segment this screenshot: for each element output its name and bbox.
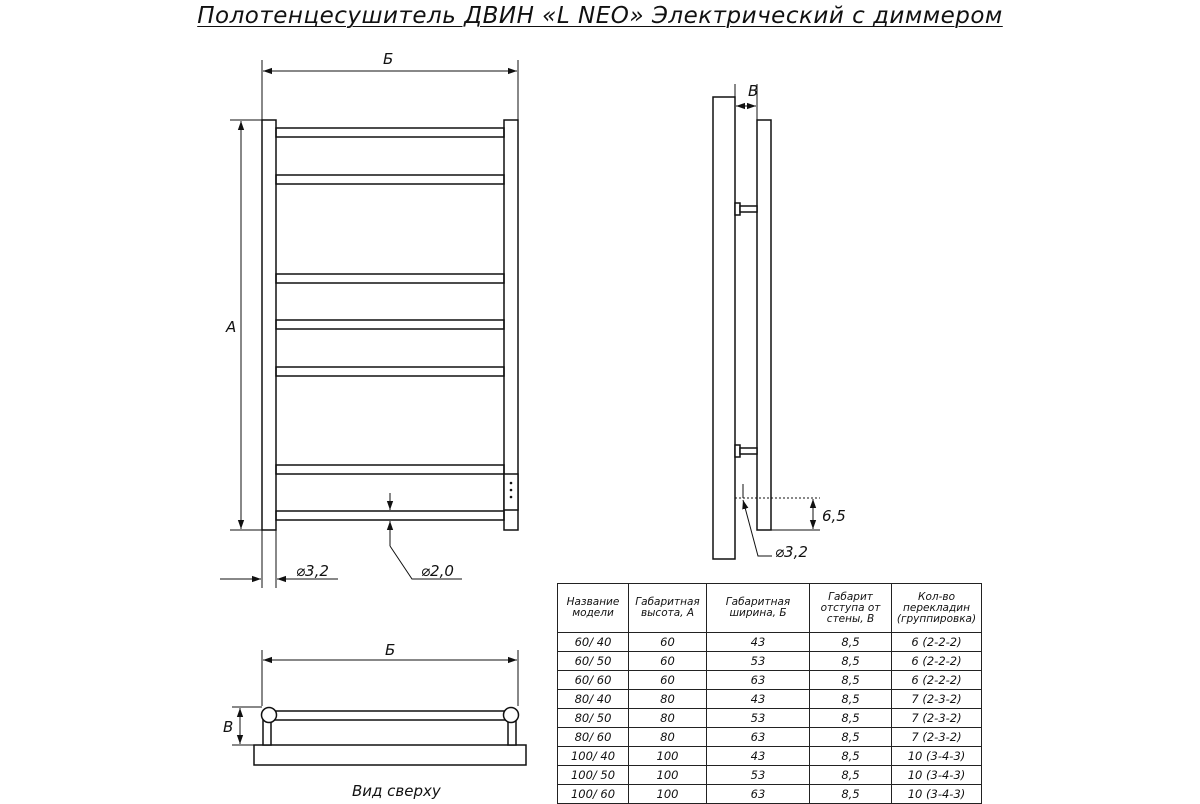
cell-offset: 8,5 — [810, 652, 892, 671]
spec-table-header-row — [558, 584, 982, 633]
rung — [276, 320, 504, 329]
cell-offset: 8,5 — [810, 747, 892, 766]
cell-height: 80 — [629, 709, 707, 728]
table-row — [558, 709, 982, 728]
rung — [276, 511, 504, 520]
cell-model: 60/ 50 — [558, 652, 629, 671]
cell-offset: 8,5 — [810, 671, 892, 690]
cell-rungs: 10 (3-4-3) — [892, 747, 982, 766]
cell-width: 53 — [707, 652, 810, 671]
cell-model: 100/ 60 — [558, 785, 629, 804]
cell-offset: 8,5 — [810, 766, 892, 785]
side-post — [757, 120, 771, 530]
rung — [276, 175, 504, 184]
cell-width: 53 — [707, 766, 810, 785]
top-view-rung — [270, 711, 510, 720]
cell-height: 80 — [629, 728, 707, 747]
header-width: Габаритная ширина, Б — [707, 584, 810, 633]
rung — [276, 465, 504, 474]
cell-width: 53 — [707, 709, 810, 728]
cell-height: 100 — [629, 785, 707, 804]
drawing-title: Полотенцесушитель ДВИН «L NEO» Электрический с диммером — [197, 3, 1003, 29]
table-row — [558, 652, 982, 671]
top-view-caption: Вид сверху — [352, 782, 441, 800]
cell-offset: 8,5 — [810, 728, 892, 747]
cell-width: 43 — [707, 747, 810, 766]
front-view — [220, 60, 518, 588]
top-view-post — [504, 708, 519, 723]
table-row — [558, 747, 982, 766]
cell-rungs: 7 (2-3-2) — [892, 709, 982, 728]
cell-rungs: 7 (2-3-2) — [892, 690, 982, 709]
table-row — [558, 785, 982, 804]
dimmer-indicator-icon — [510, 496, 513, 499]
cell-height: 60 — [629, 633, 707, 652]
table-row — [558, 633, 982, 652]
cell-model: 80/ 40 — [558, 690, 629, 709]
cell-model: 60/ 60 — [558, 671, 629, 690]
width-label: Б — [383, 50, 394, 68]
cell-rungs: 6 (2-2-2) — [892, 652, 982, 671]
rung — [276, 274, 504, 283]
cell-model: 60/ 40 — [558, 633, 629, 652]
cell-offset: 8,5 — [810, 785, 892, 804]
spec-table — [557, 583, 982, 804]
cell-offset: 8,5 — [810, 709, 892, 728]
cell-width: 63 — [707, 671, 810, 690]
top-width-label: Б — [385, 641, 396, 659]
top-offset-label: В — [223, 718, 234, 736]
cell-model: 100/ 50 — [558, 766, 629, 785]
bracket-arm — [740, 206, 757, 212]
cell-offset: 8,5 — [810, 690, 892, 709]
cell-rungs: 10 (3-4-3) — [892, 785, 982, 804]
cell-rungs: 7 (2-3-2) — [892, 728, 982, 747]
left-post — [262, 120, 276, 530]
post-diameter-label: ⌀3,2 — [296, 562, 329, 580]
header-model: Название модели — [558, 584, 629, 633]
wall — [713, 97, 735, 559]
rungs — [276, 128, 504, 520]
bracket-arm — [740, 448, 757, 454]
side-view — [713, 84, 820, 559]
cell-model: 80/ 60 — [558, 728, 629, 747]
cell-width: 63 — [707, 728, 810, 747]
cell-rungs: 10 (3-4-3) — [892, 766, 982, 785]
rung — [276, 128, 504, 137]
header-offset: Габарит отступа от стены, В — [810, 584, 892, 633]
cell-width: 63 — [707, 785, 810, 804]
rung — [276, 367, 504, 376]
table-row — [558, 728, 982, 747]
cell-rungs: 6 (2-2-2) — [892, 633, 982, 652]
cell-rungs: 6 (2-2-2) — [892, 671, 982, 690]
cell-width: 43 — [707, 690, 810, 709]
cell-height: 100 — [629, 766, 707, 785]
cell-offset: 8,5 — [810, 633, 892, 652]
dimmer-indicator-icon — [510, 482, 513, 485]
cell-height: 100 — [629, 747, 707, 766]
side-diameter-label: ⌀3,2 — [775, 543, 808, 561]
table-row — [558, 690, 982, 709]
table-row — [558, 766, 982, 785]
cell-height: 60 — [629, 652, 707, 671]
header-height: Габаритная высота, А — [629, 584, 707, 633]
offset-label: В — [748, 82, 759, 100]
header-rungs: Кол-во перекладин (группировка) — [892, 584, 982, 633]
cell-height: 80 — [629, 690, 707, 709]
bottom-offset-label: 6,5 — [822, 507, 846, 525]
cell-model: 100/ 40 — [558, 747, 629, 766]
cell-model: 80/ 50 — [558, 709, 629, 728]
dimmer-indicator-icon — [510, 489, 513, 492]
table-row — [558, 671, 982, 690]
cell-height: 60 — [629, 671, 707, 690]
top-view-post — [262, 708, 277, 723]
rung-diameter-label: ⌀2,0 — [421, 562, 454, 580]
dimmer-unit — [504, 474, 518, 510]
height-label: А — [226, 318, 237, 336]
top-view-wall — [254, 745, 526, 765]
top-view — [232, 650, 526, 765]
right-post — [504, 120, 518, 530]
cell-width: 43 — [707, 633, 810, 652]
